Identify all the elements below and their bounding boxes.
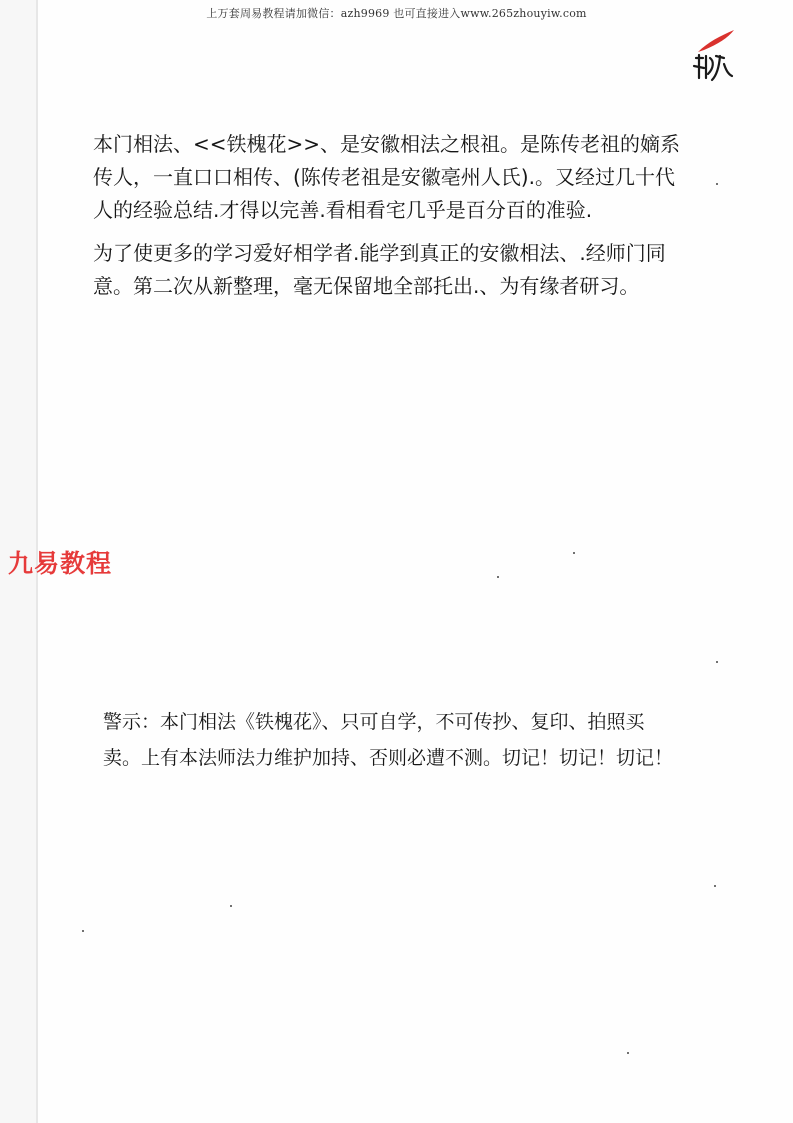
- scan-speck: [627, 1052, 629, 1054]
- purpose-paragraph: 为了使更多的学习爱好相学者.能学到真正的安徽相法、.经师门同意。第二次从新整理，毫无保留地全部托出.、为有缘者研习。: [93, 241, 666, 298]
- scan-speck: [714, 885, 716, 887]
- header-note: 上万套周易教程请加微信：azh9969 也可直接进入www.265zhouyiw.com: [206, 7, 587, 20]
- intro-paragraph: 本门相法、<<铁槐花>>、是安徽相法之根祖。是陈传老祖的嫡系传人，一直口口相传、(陈传老祖是安徽亳州人氏).。又经过几十代人的经验总结.才得以完善.看相看宅几乎是百分百的准验.: [93, 132, 681, 222]
- scan-speck: [230, 905, 232, 907]
- scan-speck: [716, 183, 718, 185]
- scan-speck: [497, 576, 499, 578]
- warning-paragraph: 警示：本门相法《铁槐花》、只可自学，不可传抄、复印、拍照买卖。上有本法师法力维护加持、否则必遭不测。切记！切记！切记！: [103, 711, 674, 769]
- red-brush-signature-icon: [688, 28, 738, 86]
- scan-speck: [716, 661, 718, 663]
- watermark-logo: 九易教程: [8, 549, 113, 578]
- scan-speck: [82, 930, 84, 932]
- scan-speck: [573, 552, 575, 554]
- main-text-block: [93, 128, 683, 313]
